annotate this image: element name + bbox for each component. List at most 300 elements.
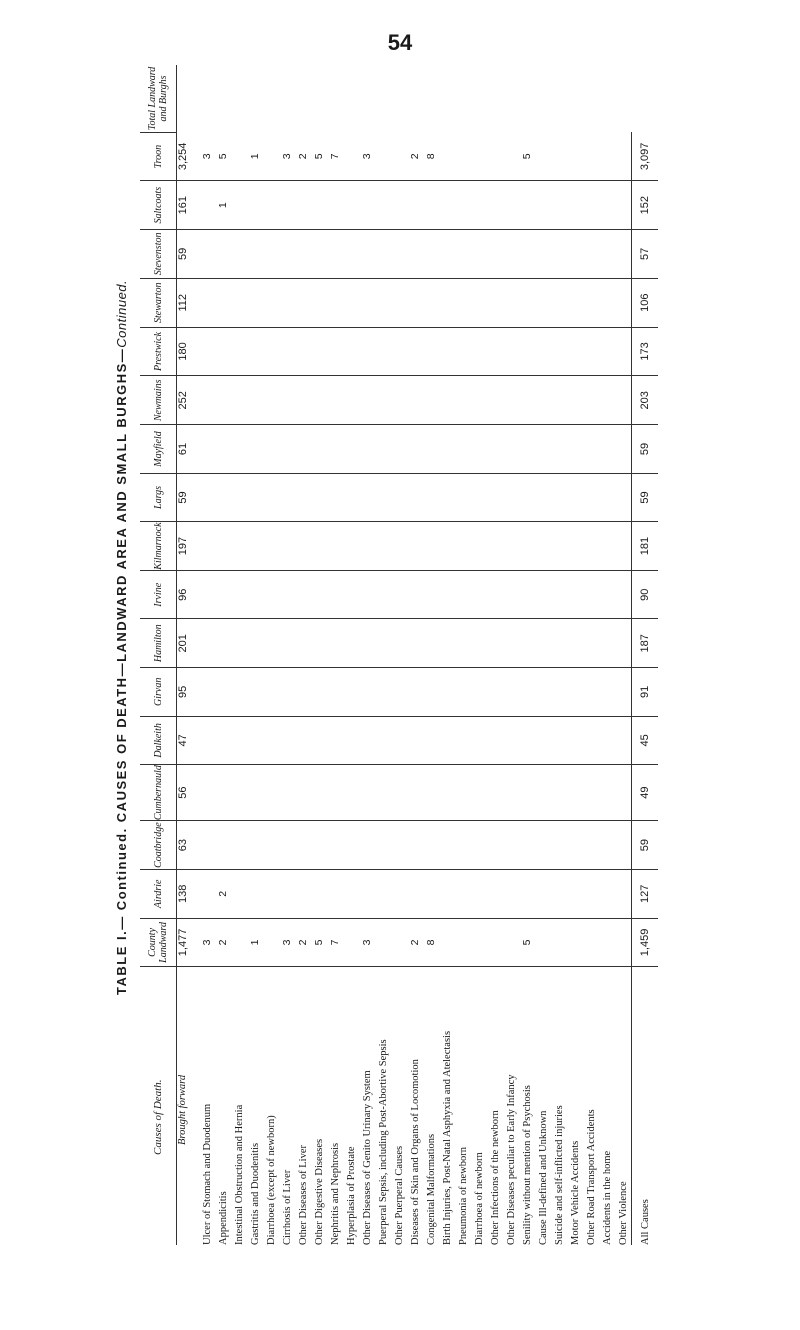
- cell-value: 203: [632, 376, 659, 425]
- cell-value: [279, 619, 295, 668]
- cell-value: [455, 473, 471, 521]
- cell-value: [599, 229, 615, 278]
- cell-value: [327, 327, 343, 376]
- cell-value: [295, 716, 311, 765]
- table-row: [551, 65, 567, 1245]
- cell-value: [615, 425, 632, 474]
- cell-value: [199, 619, 215, 668]
- column-header: Mayfield: [140, 425, 177, 474]
- cell-value: [391, 425, 407, 474]
- cell-value: [487, 571, 503, 619]
- table-row: [375, 65, 391, 1245]
- cell-value: [455, 571, 471, 619]
- cell-value: [471, 765, 487, 821]
- cell-value: [535, 765, 551, 821]
- cell-value: 3,097: [632, 132, 659, 180]
- cell-value: [615, 765, 632, 821]
- cell-value: [551, 765, 567, 821]
- cell-value: [423, 716, 439, 765]
- cell-value: [359, 668, 375, 716]
- cell-value: [551, 278, 567, 327]
- table-row: [199, 65, 215, 1245]
- cell-value: [535, 229, 551, 278]
- cell-value: [439, 918, 455, 967]
- cell-value: [503, 522, 519, 571]
- cell-value: [231, 918, 247, 967]
- cell-value: [471, 376, 487, 425]
- cell-value: [231, 278, 247, 327]
- cell-value: [583, 425, 599, 474]
- cell-value: [423, 571, 439, 619]
- cell-value: [247, 425, 263, 474]
- cell-value: [599, 918, 615, 967]
- cell-value: [567, 821, 583, 870]
- cell-value: [311, 522, 327, 571]
- cell-value: [343, 765, 359, 821]
- table-row: [295, 65, 311, 1245]
- cell-value: [407, 473, 423, 521]
- cell-value: [551, 716, 567, 765]
- cell-value: [247, 229, 263, 278]
- cell-value: [343, 473, 359, 521]
- cell-value: [263, 522, 279, 571]
- cell-value: [551, 473, 567, 521]
- cell-value: [263, 473, 279, 521]
- cell-value: [199, 522, 215, 571]
- cell-value: [503, 229, 519, 278]
- table-row: [247, 65, 263, 1245]
- cell-value: [295, 278, 311, 327]
- cell-value: [567, 765, 583, 821]
- cell-value: [407, 327, 423, 376]
- cell-value: 61: [177, 425, 200, 474]
- cell-value: [487, 327, 503, 376]
- cell-value: [199, 376, 215, 425]
- cell-value: 3: [359, 918, 375, 967]
- cell-value: [215, 716, 231, 765]
- cell-value: [343, 619, 359, 668]
- cause-label: Other Diseases of Genito Urinary System: [361, 1070, 373, 1245]
- cell-value: [199, 327, 215, 376]
- cause-label: Other Diseases of Liver: [297, 1144, 309, 1245]
- cause-label: Diseases of Skin and Organs of Locomotion: [409, 1059, 421, 1245]
- cell-value: [455, 821, 471, 870]
- cell-value: [519, 473, 535, 521]
- cell-value: [455, 765, 471, 821]
- cell-value: [359, 571, 375, 619]
- cell-value: [375, 425, 391, 474]
- cell-value: [615, 376, 632, 425]
- column-header: Saltcoats: [140, 181, 177, 230]
- cell-value: [247, 765, 263, 821]
- cell-value: [327, 821, 343, 870]
- cause-label: Senility without mention of Psychosis: [521, 1085, 533, 1245]
- cell-value: [407, 181, 423, 230]
- cell-value: [599, 870, 615, 918]
- cell-value: [327, 473, 343, 521]
- cell-value: [583, 327, 599, 376]
- cell-value: [295, 376, 311, 425]
- cell-value: 2: [407, 132, 423, 180]
- cell-value: [615, 522, 632, 571]
- cell-value: [279, 229, 295, 278]
- cell-value: [423, 765, 439, 821]
- cell-value: [327, 376, 343, 425]
- cell-value: [391, 918, 407, 967]
- cell-value: [583, 668, 599, 716]
- cell-value: [423, 376, 439, 425]
- cell-value: [247, 473, 263, 521]
- cell-value: [615, 132, 632, 180]
- rotated-table-region: [110, 65, 790, 1245]
- cell-value: 112: [177, 278, 200, 327]
- cell-value: [535, 716, 551, 765]
- cell-value: 252: [177, 376, 200, 425]
- cell-value: [487, 425, 503, 474]
- table-row: [343, 65, 359, 1245]
- cell-value: [407, 765, 423, 821]
- cell-value: [599, 132, 615, 180]
- cell-value: [199, 278, 215, 327]
- cell-value: [503, 821, 519, 870]
- cell-value: [487, 765, 503, 821]
- column-header: Dalkeith: [140, 716, 177, 765]
- cell-value: [599, 425, 615, 474]
- cell-value: 1: [215, 181, 231, 230]
- cell-value: [199, 821, 215, 870]
- cell-value: [583, 181, 599, 230]
- cell-value: 91: [632, 668, 659, 716]
- cell-value: [599, 571, 615, 619]
- cell-value: 59: [632, 821, 659, 870]
- cell-value: [471, 327, 487, 376]
- table-row: [231, 65, 247, 1245]
- cell-value: 8: [423, 918, 439, 967]
- cell-value: [215, 522, 231, 571]
- cell-value: [295, 765, 311, 821]
- cell-value: 90: [632, 571, 659, 619]
- cell-value: 95: [177, 668, 200, 716]
- cell-value: [295, 327, 311, 376]
- cell-value: [407, 376, 423, 425]
- cell-value: [247, 522, 263, 571]
- column-header: County Landward: [140, 918, 177, 967]
- cell-value: [327, 716, 343, 765]
- cell-value: [471, 668, 487, 716]
- cell-value: [199, 870, 215, 918]
- cell-value: [615, 716, 632, 765]
- cell-value: [343, 229, 359, 278]
- cell-value: [535, 327, 551, 376]
- cell-value: [551, 132, 567, 180]
- cell-value: [455, 425, 471, 474]
- cell-value: [439, 132, 455, 180]
- cell-value: [551, 668, 567, 716]
- cell-value: [551, 327, 567, 376]
- cell-value: [567, 668, 583, 716]
- cell-value: [199, 229, 215, 278]
- cell-value: 96: [177, 571, 200, 619]
- cell-value: 127: [632, 870, 659, 918]
- cell-value: [375, 376, 391, 425]
- cell-value: [503, 376, 519, 425]
- cell-value: [263, 668, 279, 716]
- cell-value: [215, 327, 231, 376]
- cell-value: [311, 473, 327, 521]
- cell-value: [311, 181, 327, 230]
- cell-value: 2: [295, 132, 311, 180]
- cell-value: [375, 278, 391, 327]
- cell-value: [519, 327, 535, 376]
- cell-value: [343, 571, 359, 619]
- cell-value: [247, 327, 263, 376]
- cell-value: [295, 522, 311, 571]
- table-row: [423, 65, 439, 1245]
- cell-value: [455, 619, 471, 668]
- cell-value: [439, 765, 455, 821]
- cell-value: [567, 473, 583, 521]
- cell-value: [215, 473, 231, 521]
- cell-value: [503, 571, 519, 619]
- cell-value: [391, 765, 407, 821]
- cell-value: [567, 716, 583, 765]
- causes-of-death-table: [140, 65, 658, 1245]
- cell-value: [519, 821, 535, 870]
- cell-value: 1: [247, 918, 263, 967]
- cell-value: [599, 376, 615, 425]
- cell-value: [551, 522, 567, 571]
- cell-value: [439, 229, 455, 278]
- table-row: [471, 65, 487, 1245]
- cell-value: [503, 765, 519, 821]
- cell-value: [359, 473, 375, 521]
- cell-value: [327, 765, 343, 821]
- column-header: Stewarton: [140, 278, 177, 327]
- cell-value: [327, 278, 343, 327]
- cell-value: [535, 918, 551, 967]
- cell-value: [247, 716, 263, 765]
- cell-value: [311, 821, 327, 870]
- cell-value: [311, 571, 327, 619]
- cell-value: [391, 278, 407, 327]
- cell-value: [535, 278, 551, 327]
- cell-value: [391, 376, 407, 425]
- cell-value: [295, 229, 311, 278]
- cause-label: Cirrhosis of Liver: [281, 1169, 293, 1245]
- cell-value: [263, 821, 279, 870]
- cell-value: [391, 181, 407, 230]
- cell-value: [615, 571, 632, 619]
- cell-value: [455, 132, 471, 180]
- cell-value: [231, 716, 247, 765]
- cell-value: [231, 425, 247, 474]
- cell-value: [599, 668, 615, 716]
- cell-value: [471, 821, 487, 870]
- cell-value: [455, 327, 471, 376]
- cell-value: 7: [327, 918, 343, 967]
- cell-value: [567, 571, 583, 619]
- cell-value: [439, 181, 455, 230]
- cell-value: [375, 765, 391, 821]
- cell-value: [263, 376, 279, 425]
- cell-value: [583, 765, 599, 821]
- cell-value: [343, 716, 359, 765]
- cell-value: [471, 181, 487, 230]
- cause-label: Accidents in the home: [601, 1150, 613, 1245]
- cell-value: [279, 522, 295, 571]
- cause-label: Other Violence: [617, 1181, 629, 1245]
- cell-value: [615, 473, 632, 521]
- cell-value: [439, 278, 455, 327]
- cell-value: [535, 870, 551, 918]
- cell-value: [343, 376, 359, 425]
- cell-value: [375, 918, 391, 967]
- cell-value: [519, 425, 535, 474]
- cell-value: [327, 668, 343, 716]
- cell-value: [343, 132, 359, 180]
- cell-value: [343, 668, 359, 716]
- cell-value: 2: [215, 918, 231, 967]
- table-row: [407, 65, 423, 1245]
- table-row: [215, 65, 231, 1245]
- cell-value: [439, 870, 455, 918]
- cell-value: [407, 571, 423, 619]
- cell-value: 8: [423, 132, 439, 180]
- cell-value: [599, 716, 615, 765]
- table-row: [311, 65, 327, 1245]
- table-row: [599, 65, 615, 1245]
- cell-value: [599, 278, 615, 327]
- cell-value: [263, 918, 279, 967]
- cell-value: 3,254: [177, 132, 200, 180]
- cell-value: [295, 870, 311, 918]
- cell-value: [199, 181, 215, 230]
- cell-value: 197: [177, 522, 200, 571]
- cell-value: [503, 716, 519, 765]
- cell-value: [551, 918, 567, 967]
- cell-value: [471, 278, 487, 327]
- cell-value: [439, 376, 455, 425]
- cell-value: [343, 522, 359, 571]
- cell-value: [471, 132, 487, 180]
- cell-value: [311, 376, 327, 425]
- cell-value: [423, 619, 439, 668]
- cell-value: [199, 668, 215, 716]
- cell-value: [375, 716, 391, 765]
- cell-value: 173: [632, 327, 659, 376]
- cell-value: [471, 229, 487, 278]
- cell-value: [455, 376, 471, 425]
- cell-value: [327, 571, 343, 619]
- cell-value: [391, 668, 407, 716]
- cell-value: [391, 473, 407, 521]
- cell-value: [599, 821, 615, 870]
- cell-value: [199, 765, 215, 821]
- cell-value: [567, 425, 583, 474]
- cell-value: [263, 327, 279, 376]
- table-row: [583, 65, 599, 1245]
- cell-value: [519, 765, 535, 821]
- cell-value: 2: [215, 870, 231, 918]
- cell-value: 3: [279, 132, 295, 180]
- cell-value: [247, 181, 263, 230]
- cell-value: [551, 229, 567, 278]
- cell-value: [375, 327, 391, 376]
- cell-value: [263, 870, 279, 918]
- cell-value: [231, 619, 247, 668]
- cell-value: [199, 716, 215, 765]
- cell-value: [599, 522, 615, 571]
- cell-value: 59: [632, 473, 659, 521]
- cell-value: [311, 327, 327, 376]
- cell-value: [231, 181, 247, 230]
- cell-value: [535, 571, 551, 619]
- header-row: [140, 65, 177, 1245]
- cell-value: [215, 229, 231, 278]
- cell-value: [567, 376, 583, 425]
- cause-label: Cause Ill-defined and Unknown: [537, 1110, 549, 1245]
- column-header: Newmains: [140, 376, 177, 425]
- cell-value: 47: [177, 716, 200, 765]
- cell-value: [215, 571, 231, 619]
- cell-value: [423, 473, 439, 521]
- table-row: [327, 65, 343, 1245]
- table-row: [487, 65, 503, 1245]
- cell-value: [263, 278, 279, 327]
- cell-value: [263, 229, 279, 278]
- cell-value: [327, 181, 343, 230]
- cause-label: Motor Vehicle Accidents: [569, 1140, 581, 1245]
- cell-value: 59: [177, 473, 200, 521]
- cell-value: [359, 522, 375, 571]
- cell-value: [487, 870, 503, 918]
- cell-value: [487, 132, 503, 180]
- cell-value: [247, 376, 263, 425]
- column-header: Kilmarnock: [140, 522, 177, 571]
- cell-value: [359, 278, 375, 327]
- column-header: Largs: [140, 473, 177, 521]
- cell-value: [583, 376, 599, 425]
- cell-value: [231, 765, 247, 821]
- cell-value: [503, 181, 519, 230]
- cell-value: [343, 870, 359, 918]
- cell-value: [375, 229, 391, 278]
- cell-value: 180: [177, 327, 200, 376]
- cell-value: [327, 229, 343, 278]
- cell-value: [231, 473, 247, 521]
- cell-value: [343, 278, 359, 327]
- cell-value: [471, 918, 487, 967]
- cell-value: [615, 181, 632, 230]
- cell-value: [231, 376, 247, 425]
- cell-value: [487, 181, 503, 230]
- cell-value: [519, 870, 535, 918]
- column-header: Girvan: [140, 668, 177, 716]
- cell-value: [279, 376, 295, 425]
- cell-value: 3: [359, 132, 375, 180]
- cell-value: [519, 181, 535, 230]
- cell-value: [439, 327, 455, 376]
- cell-value: [359, 229, 375, 278]
- cell-value: [263, 716, 279, 765]
- cell-value: [407, 716, 423, 765]
- cell-value: [423, 181, 439, 230]
- cell-value: [247, 668, 263, 716]
- cell-value: [375, 571, 391, 619]
- cell-value: [375, 181, 391, 230]
- cell-value: [231, 327, 247, 376]
- cell-value: [295, 425, 311, 474]
